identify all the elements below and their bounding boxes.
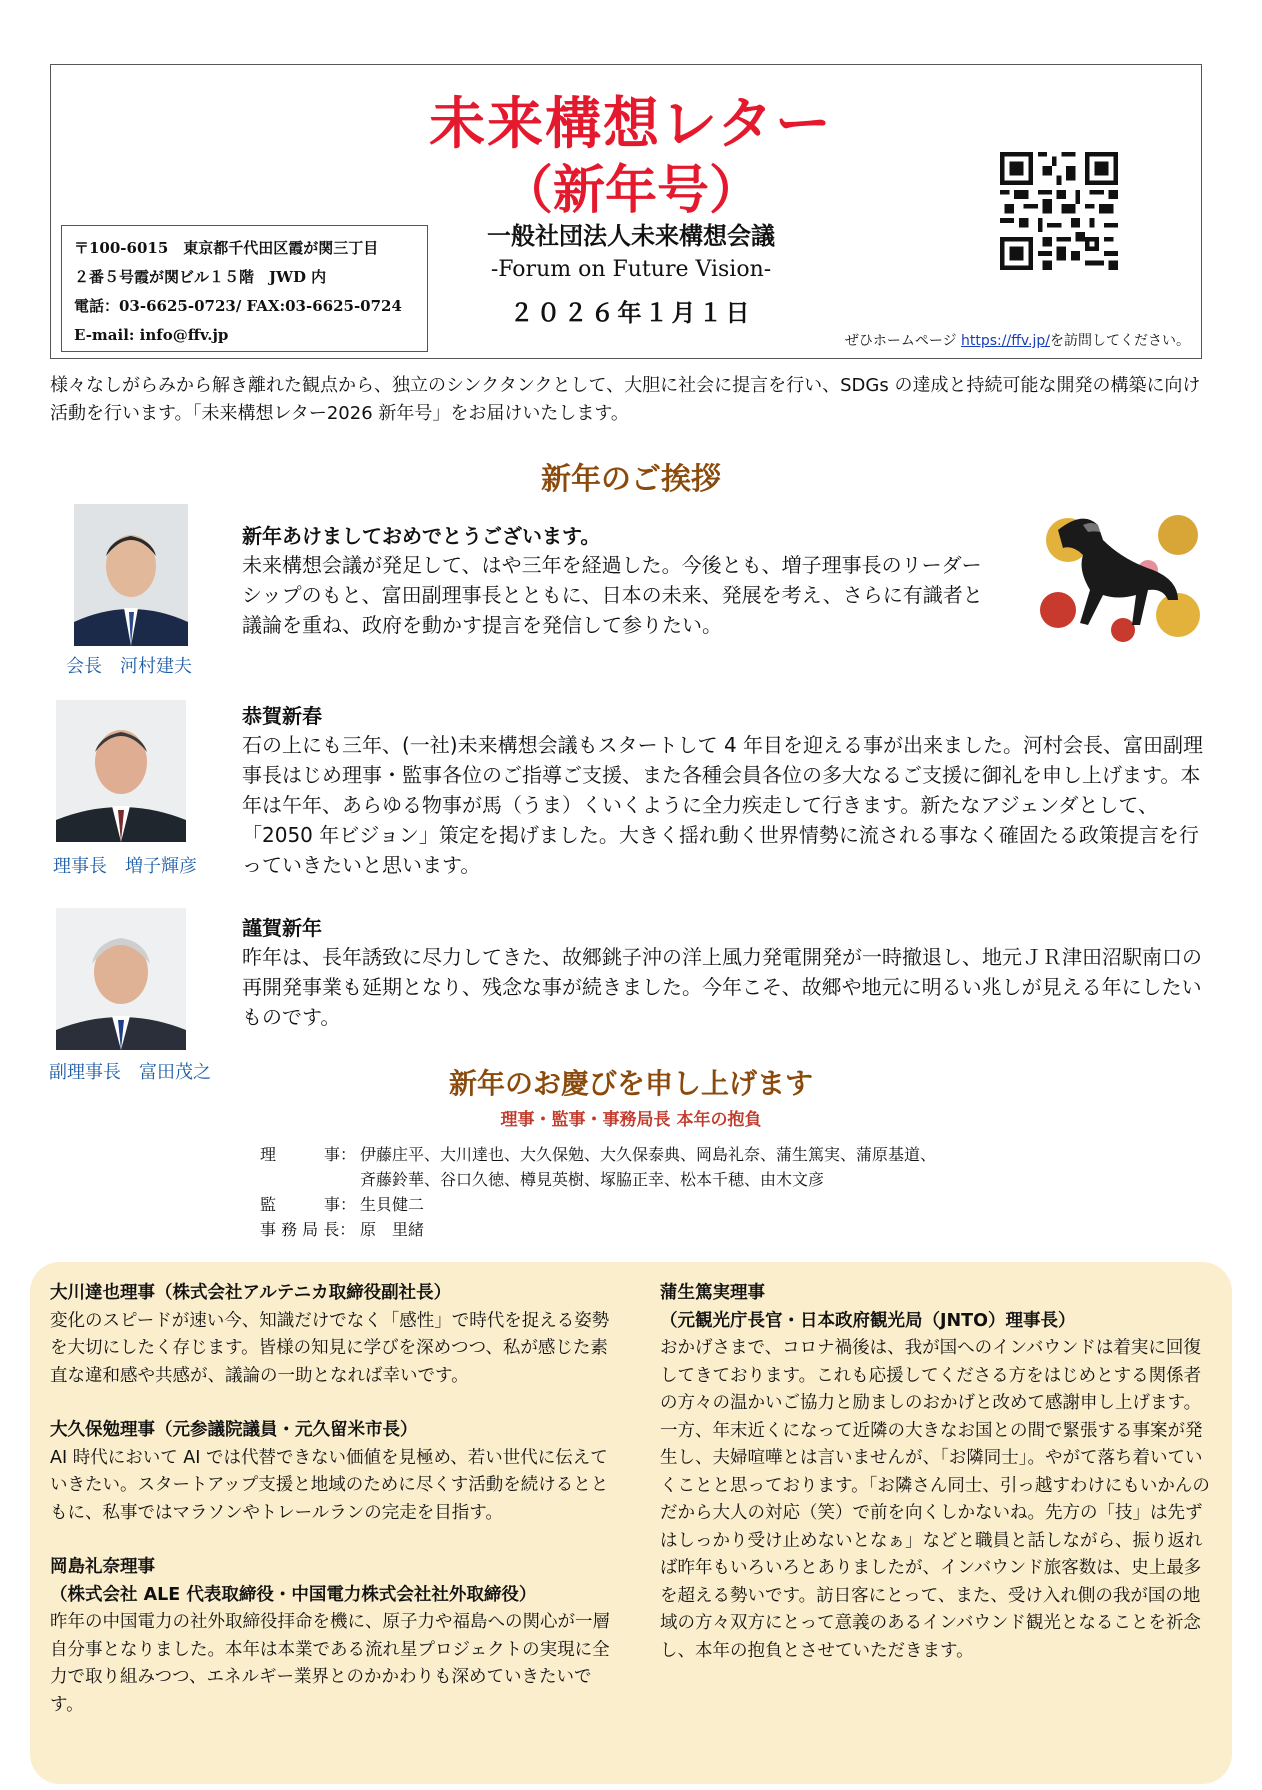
issue-date: ２０２６年１月１日 [509,299,753,327]
roster-names: 生貝健二 [360,1195,425,1214]
resolution-name: 蒲生篤実理事 [660,1283,765,1303]
vice-president-message-heading: 謹賀新年 [242,916,322,940]
homepage-suffix: を訪問してください。 [1050,333,1190,349]
intro-paragraph: 様々なしがらみから解き離れた観点から、独立のシンクタンクとして、大胆に社会に提言を行い、SDGs の達成と持続可能な開発の構築に向け活動を行います。「未来構想レター2026 新年号」をお届けいたします。 [50,375,1201,424]
chairman-caption: 会長 河村建夫 [66,656,192,677]
roster-role [260,1167,360,1192]
horse-illustration-icon [1028,500,1208,655]
roster-row [260,1167,936,1192]
roster-role: 理 事： [260,1145,357,1164]
resolutions-left-column [50,1280,615,1719]
vice-president-photo [56,908,186,1050]
resolution-name: 大川達也理事（株式会社アルテニカ取締役副社長） [50,1283,452,1303]
homepage-link[interactable]: https://ffv.jp/ [961,333,1050,349]
newsletter-subtitle: （新年号） [500,161,761,221]
chairman-message-heading: 新年あけましておめでとうございます。 [242,524,601,548]
organization-name: 一般社団法人未来構想会議 [487,222,775,250]
roster-names: 原 里緒 [360,1220,425,1239]
organization-english-name: -Forum on Future Vision- [490,257,772,282]
chairman-photo [74,504,188,646]
newsletter-title: 未来構想レター [429,92,833,157]
resolution-body: AI 時代において AI では代替できない価値を見極め、若い世代に伝えていきたい。スタートアップ支援と地域のために尽くす活動を続けるとともに、私事ではマラソンやトレールランの完走を目指す。 [50,1447,609,1523]
resolution-body: 変化のスピードが速い今、知識だけでなく「感性」で時代を捉える姿勢を大切にしたく存じます。皆様の知見に学びを深めつつ、私が感じた素直な違和感や共感が、議論の一助となれば幸いです。 [50,1310,610,1386]
president-photo [56,700,186,842]
email-line: E-mail: info@ffv.jp [74,326,229,344]
roster-role: 監 事： [260,1195,357,1214]
address-line: ２番５号霞が関ビル１５階 JWD 内 [74,268,327,286]
vice-president-message-body: 昨年は、長年誘致に尽力してきた、故郷銚子沖の洋上風力発電開発が一時撤退し、地元ＪＲ津田沼駅南口の再開発事業も延期となり、残念な事が続きました。今年こそ、故郷や地元に明るい兆しが見える年にしたいものです。 [242,945,1202,1029]
address-box [61,225,428,352]
president-message-heading: 恭賀新春 [242,704,322,728]
vice-president-caption: 副理事長 富田茂之 [49,1062,211,1083]
resolutions-right-column [660,1280,1216,1665]
qr-code-icon[interactable] [1000,152,1118,270]
officer-roster [260,1142,936,1242]
homepage-prefix: ぜひホームページ [844,333,962,349]
resolution-affiliation: （元観光庁長官・日本政府観光局（JNTO）理事長） [660,1310,1076,1331]
president-caption: 理事長 増子輝彦 [53,856,197,877]
homepage-line [700,330,1190,350]
resolution-name: 大久保勉理事（元参議院議員・元久留米市長） [50,1420,418,1440]
resolution-name: 岡島礼奈理事 [50,1557,155,1577]
chairman-message-body: 未来構想会議が発足して、はや三年を経過した。今後とも、増子理事長のリーダーシップのもと、富田副理事長とともに、日本の未来、発展を考え、さらに有識者と議論を重ね、政府を動かす提言を発信して参りたい。 [242,553,983,637]
roster-role: 事 務 局 長： [260,1220,356,1239]
roster-row [260,1192,936,1217]
phone-line: 電話：03-6625-0723/ FAX:03-6625-0724 [74,297,402,315]
celebration-subtitle: 理事・監事・事務局長 本年の抱負 [500,1110,762,1130]
address-line: 〒100-6015 東京都千代田区霞が関三丁目 [74,239,379,257]
roster-names: 伊藤庄平、大川達也、大久保勉、大久保泰典、岡島礼奈、蒲生篤実、蒲原基道、 [360,1145,937,1164]
roster-row [260,1142,936,1167]
president-message-body: 石の上にも三年、(一社)未来構想会議もスタートして 4 年目を迎える事が出来ました。河村会長、富田副理事長はじめ理事・監事各位のご指導ご支援、また各種会員各位の多大なるご支援に御礼を申し上げます。本年は午年、あらゆる物事が馬（うま）くいくように全力疾走して行きます。新たなアジェンダとして、「2050 年ビジョン」策定を掲げました。大きく揺れ動く世界情勢に流される事なく確固たる政策提言を行っていきたいと思います。 [242,733,1204,877]
celebration-title: 新年のお慶びを申し上げます [448,1067,813,1100]
greetings-title: 新年のご挨拶 [541,462,721,497]
resolution-affiliation: （株式会社 ALE 代表取締役・中国電力株式会社社外取締役） [50,1584,537,1605]
resolution-body: 昨年の中国電力の社外取締役拝命を機に、原子力や福島への関心が一層自分事となりました。本年は本業である流れ星プロジェクトの実現に全力で取り組みつつ、エネルギー業界とのかかわりも深めていきたいです。 [50,1612,610,1715]
roster-row [260,1217,936,1242]
roster-names: 斉藤鈴華、谷口久徳、樽見英樹、塚脇正幸、松本千穂、由木文彦 [360,1170,825,1189]
resolution-body: おかげさまで、コロナ禍後は、我が国へのインバウンドは着実に回復してきております。これも応援してくださる方をはじめとする関係者の方々の温かいご協力と励ましのおかげと改めて感謝申し上げます。一方、年末近くになって近隣の大きなお国との間で緊張する事案が発生し、夫婦喧嘩とは言いませんが、「お隣同士」。やがて落ち着いていくことと思っております。「お隣さん同士、引っ越すわけにもいかんのだから大人の対応（笑）で前を向くしかないね。先方の「技」は先ずはしっかり受け止めないとなぁ」などと職員と話しながら、振り返れば昨年もいろいろとありましたが、インバウンド旅客数は、史上最多を超える勢いです。訪日客にとって、また、受け入れ側の我が国の地域の方々双方にとって意義のあるインバウンド観光となることを祈念し、本年の抱負とさせていただきます。 [660,1338,1210,1661]
